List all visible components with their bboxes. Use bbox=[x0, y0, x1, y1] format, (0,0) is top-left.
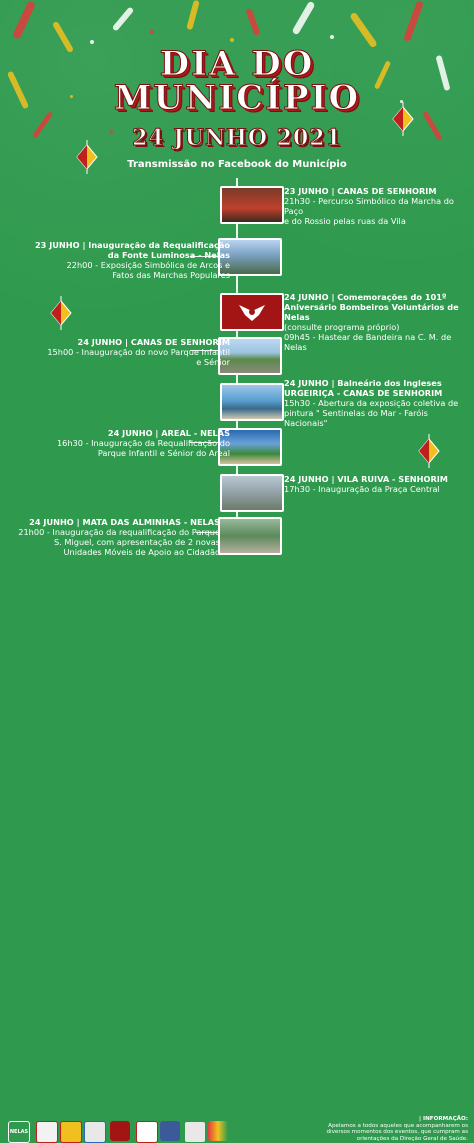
event-line: 15h30 - Abertura da exposição coletiva de bbox=[284, 398, 459, 408]
event-heading: da Fonte Luminosa - Nelas bbox=[107, 250, 230, 260]
firefighter-emblem-icon bbox=[237, 301, 267, 323]
event-5 bbox=[284, 378, 470, 428]
event-heading: 24 JUNHO | AREAL - NELAS bbox=[107, 428, 230, 438]
event-line: S. Miguel, com apresentação de 2 novas bbox=[54, 537, 220, 547]
event-photo bbox=[220, 186, 284, 224]
lantern-icon bbox=[392, 102, 414, 136]
event-3 bbox=[284, 292, 470, 352]
title-line-2: MUNICÍPIO bbox=[113, 78, 361, 118]
event-6 bbox=[20, 428, 230, 458]
event-line: 21h30 - Percurso Simbólico da Marcha do Paço bbox=[284, 196, 454, 216]
event-date: 24 JUNHO 2021 bbox=[132, 125, 342, 151]
event-8 bbox=[10, 517, 220, 557]
event-heading: 24 JUNHO | VILA RUIVA - SENHORIM bbox=[284, 474, 448, 484]
lantern-icon bbox=[76, 140, 98, 174]
event-photo bbox=[218, 517, 282, 555]
info-notice bbox=[318, 1116, 468, 1142]
lantern-icon bbox=[418, 434, 440, 468]
event-2 bbox=[20, 240, 230, 280]
event-line: 16h30 - Inauguração da Requalificação do bbox=[56, 438, 230, 448]
event-7 bbox=[284, 474, 470, 494]
event-line: Fatos das Marchas Populares bbox=[112, 270, 230, 280]
info-heading: | INFORMAÇÃO: bbox=[419, 1116, 468, 1122]
event-line: Unidades Móveis de Apoio ao Cidadão bbox=[63, 547, 220, 557]
event-line: e Sénior bbox=[196, 357, 230, 367]
event-heading: 24 JUNHO | Comemorações do 101º bbox=[284, 292, 447, 302]
event-line: 21h00 - Inauguração da requalificação do Parque bbox=[18, 527, 220, 537]
parish-logo-icon bbox=[160, 1121, 180, 1141]
crest-icon bbox=[36, 1121, 58, 1143]
crest-icon bbox=[84, 1121, 106, 1143]
nelas-logo: NELAS bbox=[8, 1121, 30, 1143]
event-heading: 24 JUNHO | MATA DAS ALMINHAS - NELAS bbox=[29, 517, 220, 527]
crest-icon bbox=[184, 1121, 206, 1143]
event-line: e do Rossio pelas ruas da Vila bbox=[284, 216, 406, 226]
event-1 bbox=[284, 186, 470, 226]
event-photo bbox=[220, 293, 284, 331]
event-heading: 24 JUNHO | Balneário dos Ingleses bbox=[284, 378, 442, 388]
event-line: 17h30 - Inauguração da Praça Central bbox=[284, 484, 440, 494]
partner-logo-icon bbox=[208, 1121, 228, 1141]
event-heading: 23 JUNHO | CANAS DE SENHORIM bbox=[284, 186, 437, 196]
event-heading: 23 JUNHO | Inauguração da Requalificação bbox=[34, 240, 230, 250]
footer bbox=[0, 556, 474, 1142]
firefighter-logo-icon bbox=[110, 1121, 130, 1141]
event-line: Parque Infantil e Sénior do Areal bbox=[97, 448, 230, 458]
event-heading: Aniversário Bombeiros Voluntários de Nelas bbox=[284, 302, 459, 322]
event-photo bbox=[220, 383, 284, 421]
event-line: 15h00 - Inauguração do novo Parque Infantil bbox=[47, 347, 230, 357]
crest-icon bbox=[136, 1121, 158, 1143]
event-line: pintura " Sentinelas do Mar - Faróis Nacionais" bbox=[284, 408, 428, 428]
title-line-1: DIA DO bbox=[159, 44, 315, 84]
lantern-icon bbox=[50, 296, 72, 330]
event-heading: 24 JUNHO | CANAS DE SENHORIM bbox=[77, 337, 230, 347]
event-4 bbox=[20, 337, 230, 367]
crest-icon bbox=[60, 1121, 82, 1143]
info-text: Apelamos a todos aqueles que acompanharem os diversos momentos dos eventos, que cumpram as orientações da Direção Geral de Saúde. bbox=[326, 1122, 468, 1142]
subtitle: Transmissão no Facebook do Município bbox=[127, 159, 347, 170]
event-line: 09h45 - Hastear de Bandeira na C. M. de Nelas bbox=[284, 332, 452, 352]
event-line: 22h00 - Exposição Simbólica de Arcos e bbox=[66, 260, 230, 270]
event-heading: URGEIRIÇA - CANAS DE SENHORIM bbox=[284, 388, 443, 398]
event-line: (consulte programa próprio) bbox=[284, 322, 400, 332]
event-photo bbox=[220, 474, 284, 512]
